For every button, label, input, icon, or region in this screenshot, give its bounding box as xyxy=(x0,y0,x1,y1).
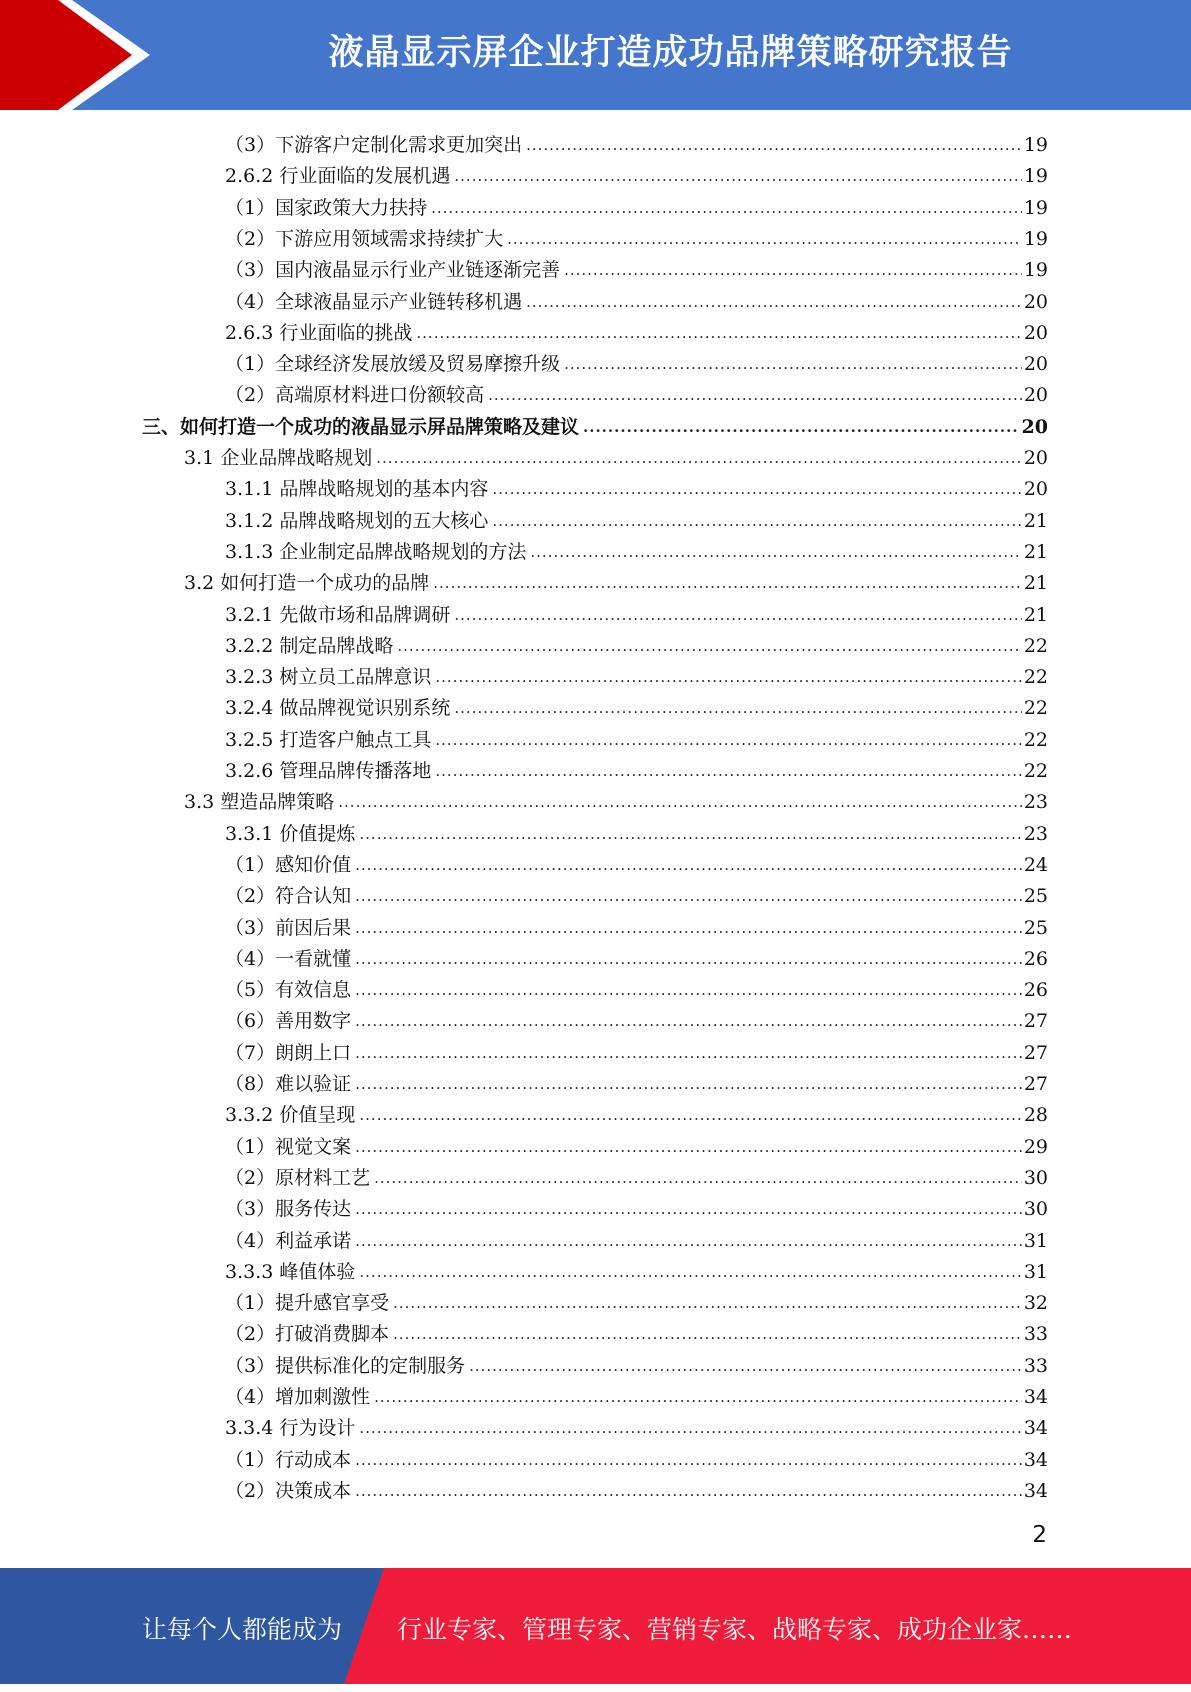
toc-entry-page: 29 xyxy=(1023,1135,1048,1158)
toc-leader-dots xyxy=(416,323,1021,343)
toc-entry-page: 27 xyxy=(1023,1010,1048,1033)
toc-entry-title: 3.1 企业品牌战略规划 xyxy=(184,447,373,469)
toc-entry-page: 21 xyxy=(1023,572,1048,595)
toc-entry[interactable] xyxy=(142,408,1048,439)
toc-entry-page: 22 xyxy=(1023,760,1048,782)
toc-entry[interactable] xyxy=(225,909,1048,940)
toc-entry[interactable] xyxy=(225,689,1048,720)
toc-entry-page: 22 xyxy=(1023,634,1048,657)
toc-entry-page: 33 xyxy=(1023,1354,1048,1377)
toc-entry-page: 26 xyxy=(1023,947,1048,970)
toc-entry-page: 34 xyxy=(1023,1479,1048,1502)
toc-entry[interactable] xyxy=(225,940,1048,971)
toc-entry-page: 22 xyxy=(1023,728,1048,751)
toc-entry-title: 3.2.1 先做市场和品牌调研 xyxy=(225,603,451,626)
toc-leader-dots xyxy=(530,542,1021,562)
toc-entry-page: 19 xyxy=(1023,134,1048,156)
toc-entry-page: 19 xyxy=(1023,196,1048,219)
toc-entry[interactable] xyxy=(225,1065,1048,1096)
toc-entry[interactable] xyxy=(225,1159,1048,1190)
toc-entry-title: 3.2 如何打造一个成功的品牌 xyxy=(184,572,430,595)
toc-entry-page: 20 xyxy=(1023,353,1048,376)
toc-entry[interactable] xyxy=(225,658,1048,689)
toc-entry[interactable] xyxy=(225,283,1048,314)
toc-entry[interactable] xyxy=(225,1409,1048,1440)
toc-entry-page: 30 xyxy=(1023,1166,1048,1189)
toc-entry-title: （2）原材料工艺 xyxy=(225,1166,371,1189)
toc-entry-title: （3）下游客户定制化需求更加突出 xyxy=(225,134,523,156)
toc-entry-title: （2）下游应用领域需求持续扩大 xyxy=(225,227,504,250)
toc-entry-title: （1）视觉文案 xyxy=(225,1135,352,1158)
page-header xyxy=(0,0,1191,110)
toc-entry-page: 30 xyxy=(1023,1198,1048,1221)
toc-entry[interactable] xyxy=(225,596,1048,627)
toc-entry[interactable] xyxy=(225,1315,1048,1346)
toc-leader-dots xyxy=(564,354,1022,374)
toc-entry-title: （3）国内液晶显示行业产业链逐渐完善 xyxy=(225,259,561,282)
toc-entry[interactable] xyxy=(225,627,1048,658)
toc-leader-dots xyxy=(359,824,1021,844)
toc-entry-title: （3）前因后果 xyxy=(225,916,352,939)
toc-leader-dots xyxy=(488,385,1022,405)
toc-entry-title: （4）利益承诺 xyxy=(225,1229,352,1252)
toc-entry-page: 25 xyxy=(1023,885,1048,908)
toc-entry-title: 3.3.1 价值提炼 xyxy=(225,822,356,845)
toc-entry[interactable] xyxy=(225,345,1048,376)
toc-entry-page: 22 xyxy=(1023,697,1048,720)
toc-entry[interactable] xyxy=(225,1128,1048,1159)
toc-leader-dots xyxy=(355,1231,1022,1251)
toc-leader-dots xyxy=(431,198,1022,218)
toc-entry[interactable] xyxy=(225,1002,1048,1033)
toc-leader-dots xyxy=(469,1356,1022,1376)
toc-entry-page: 20 xyxy=(1023,384,1048,407)
toc-entry[interactable] xyxy=(225,1222,1048,1253)
toc-entry-page: 21 xyxy=(1023,540,1048,563)
toc-entry[interactable] xyxy=(225,251,1048,282)
toc-entry[interactable] xyxy=(225,1253,1048,1284)
toc-leader-dots xyxy=(355,1199,1022,1219)
toc-leader-dots xyxy=(435,761,1021,781)
toc-leader-dots xyxy=(355,886,1022,906)
toc-leader-dots xyxy=(355,1011,1022,1031)
toc-entry[interactable] xyxy=(225,1441,1048,1472)
toc-entry[interactable] xyxy=(225,533,1048,564)
toc-entry-page: 19 xyxy=(1023,227,1048,250)
footer-slogan-right: 行业专家、管理专家、营销专家、战略专家、成功企业家…… xyxy=(397,1615,1073,1644)
toc-entry-page: 19 xyxy=(1023,165,1048,188)
toc-leader-dots xyxy=(454,698,1021,718)
report-title: 液晶显示屏企业打造成功品牌策略研究报告 xyxy=(328,33,1013,73)
toc-leader-dots xyxy=(355,1481,1022,1501)
toc-entry-title: （1）提升感官享受 xyxy=(225,1292,390,1315)
toc-leader-dots xyxy=(433,573,1022,593)
toc-entry-title: （1）国家政策大力扶持 xyxy=(225,196,428,219)
toc-leader-dots xyxy=(435,730,1021,750)
toc-leader-dots xyxy=(564,260,1022,280)
toc-leader-dots xyxy=(393,1324,1022,1344)
toc-leader-dots xyxy=(355,1137,1022,1157)
toc-entry-title: 3.2.6 管理品牌传播落地 xyxy=(225,760,432,782)
toc-entry[interactable] xyxy=(225,752,1048,783)
toc-entry-title: （2）打破消费脚本 xyxy=(225,1323,390,1346)
toc-leader-dots xyxy=(526,292,1022,312)
toc-leader-dots xyxy=(359,1262,1021,1282)
toc-entry-title: 3.2.3 树立员工品牌意识 xyxy=(225,666,432,689)
toc-entry-title: 3.2.2 制定品牌战略 xyxy=(225,634,394,657)
toc-entry-page: 21 xyxy=(1023,603,1048,626)
toc-entry[interactable] xyxy=(225,1472,1048,1503)
toc-entry-page: 22 xyxy=(1023,666,1048,689)
toc-entry[interactable] xyxy=(225,1096,1048,1127)
toc-entry-page: 27 xyxy=(1023,1073,1048,1095)
toc-entry[interactable] xyxy=(225,721,1048,752)
toc-entry-page: 28 xyxy=(1023,1104,1048,1127)
toc-entry[interactable] xyxy=(225,971,1048,1002)
toc-entry-page: 34 xyxy=(1023,1448,1048,1471)
toc-entry-page: 25 xyxy=(1023,916,1048,939)
toc-entry-title: 三、如何打造一个成功的液晶显示屏品牌策略及建议 xyxy=(142,415,580,438)
toc-entry[interactable] xyxy=(184,439,1048,470)
toc-leader-dots xyxy=(359,1418,1021,1438)
toc-leader-dots xyxy=(355,855,1022,875)
toc-leader-dots xyxy=(526,135,1022,155)
toc-entry[interactable] xyxy=(184,564,1048,595)
toc-entry-title: 3.1.3 企业制定品牌战略规划的方法 xyxy=(225,540,527,563)
toc-entry-title: 2.6.3 行业面临的挑战 xyxy=(225,321,413,344)
toc-entry-page: 20 xyxy=(1023,447,1048,469)
toc-entry-page: 27 xyxy=(1023,1041,1048,1064)
toc-leader-dots xyxy=(376,448,1022,468)
toc-leader-dots xyxy=(355,980,1022,1000)
toc-entry-title: （4）一看就懂 xyxy=(225,947,352,970)
toc-leader-dots xyxy=(374,1387,1022,1407)
toc-entry-title: 3.3.2 价值呈现 xyxy=(225,1104,356,1127)
toc-entry[interactable] xyxy=(225,1190,1048,1221)
toc-entry-page: 21 xyxy=(1023,509,1048,532)
toc-leader-dots xyxy=(355,949,1022,969)
toc-entry-title: 3.3 塑造品牌策略 xyxy=(184,791,335,814)
toc-entry-title: 3.3.3 峰值体验 xyxy=(225,1260,356,1283)
toc-leader-dots xyxy=(435,667,1021,687)
toc-entry-title: （4）全球液晶显示产业链转移机遇 xyxy=(225,290,523,313)
toc-leader-dots xyxy=(492,479,1021,499)
toc-entry-page: 20 xyxy=(1023,478,1048,501)
toc-entry-title: 3.2.4 做品牌视觉识别系统 xyxy=(225,697,451,720)
toc-leader-dots xyxy=(374,1168,1022,1188)
toc-entry[interactable] xyxy=(184,783,1048,814)
toc-entry-title: 3.1.2 品牌战略规划的五大核心 xyxy=(225,509,489,532)
footer-slogan-left: 让每个人都能成为 xyxy=(142,1615,343,1644)
toc-entry[interactable] xyxy=(225,815,1048,846)
toc-entry[interactable] xyxy=(225,157,1048,188)
toc-entry-title: （2）符合认知 xyxy=(225,885,352,908)
toc-entry[interactable] xyxy=(225,1378,1048,1409)
toc-entry-title: （6）善用数字 xyxy=(225,1010,352,1033)
toc-entry-page: 24 xyxy=(1023,853,1048,876)
toc-leader-dots xyxy=(355,1074,1022,1094)
toc-entry[interactable] xyxy=(225,1284,1048,1315)
toc-entry-title: （1）全球经济发展放缓及贸易摩擦升级 xyxy=(225,353,561,376)
toc-entry-title: 3.3.4 行为设计 xyxy=(225,1417,356,1440)
toc-entry[interactable] xyxy=(225,376,1048,407)
toc-entry-page: 31 xyxy=(1023,1260,1048,1283)
toc-leader-dots xyxy=(454,605,1021,625)
toc-entry[interactable] xyxy=(225,846,1048,877)
toc-entry-page: 33 xyxy=(1023,1323,1048,1346)
toc-entry-page: 34 xyxy=(1023,1386,1048,1408)
toc-leader-dots xyxy=(355,1450,1022,1470)
toc-entry[interactable] xyxy=(225,470,1048,501)
toc-entry-title: （1）行动成本 xyxy=(225,1448,352,1471)
toc-leader-dots xyxy=(359,1105,1021,1125)
toc-entry[interactable] xyxy=(225,189,1048,220)
toc-entry[interactable] xyxy=(225,126,1048,157)
toc-entry[interactable] xyxy=(225,314,1048,345)
toc-leader-dots xyxy=(393,1293,1022,1313)
toc-leader-dots xyxy=(397,636,1021,656)
toc-entry-page: 20 xyxy=(1023,321,1048,344)
toc-entry-title: （1）感知价值 xyxy=(225,853,352,876)
toc-entry-page: 31 xyxy=(1023,1229,1048,1252)
toc-entry-page: 19 xyxy=(1023,259,1048,282)
toc-leader-dots xyxy=(338,792,1022,812)
toc-leader-dots xyxy=(507,229,1022,249)
toc-entry-title: （2）高端原材料进口份额较高 xyxy=(225,384,485,407)
toc-entry-title: 2.6.2 行业面临的发展机遇 xyxy=(225,165,451,188)
toc-entry-title: 3.2.5 打造客户触点工具 xyxy=(225,728,432,751)
toc-entry-title: （7）朗朗上口 xyxy=(225,1041,352,1064)
page-number: 2 xyxy=(1032,1522,1047,1548)
toc-entry-page: 20 xyxy=(1023,290,1048,313)
toc-entry-title: （3）提供标准化的定制服务 xyxy=(225,1354,466,1377)
toc-leader-dots xyxy=(355,918,1022,938)
toc-entry[interactable] xyxy=(225,1034,1048,1065)
toc-entry[interactable] xyxy=(225,502,1048,533)
toc-entry-page: 20 xyxy=(1021,415,1048,438)
toc-entry-page: 26 xyxy=(1023,979,1048,1002)
toc-leader-dots xyxy=(492,511,1021,531)
toc-entry-title: 3.1.1 品牌战略规划的基本内容 xyxy=(225,478,489,501)
toc-entry-page: 32 xyxy=(1023,1292,1048,1315)
toc-entry[interactable] xyxy=(225,877,1048,908)
toc-entry-title: （8）难以验证 xyxy=(225,1073,352,1095)
toc-entry-title: （2）决策成本 xyxy=(225,1479,352,1502)
page-footer xyxy=(0,1568,1191,1684)
toc-entry[interactable] xyxy=(225,220,1048,251)
toc-leader-dots xyxy=(355,1043,1022,1063)
toc-leader-dots xyxy=(454,166,1021,186)
toc-leader-dots xyxy=(583,417,1020,437)
toc-entry-page: 34 xyxy=(1023,1417,1048,1440)
toc-entry-title: （5）有效信息 xyxy=(225,979,352,1002)
toc-entry-title: （4）增加刺激性 xyxy=(225,1386,371,1408)
toc-entry-title: （3）服务传达 xyxy=(225,1198,352,1221)
toc-entry[interactable] xyxy=(225,1347,1048,1378)
toc-entry-page: 23 xyxy=(1023,822,1048,845)
toc-entry-page: 23 xyxy=(1023,791,1048,814)
